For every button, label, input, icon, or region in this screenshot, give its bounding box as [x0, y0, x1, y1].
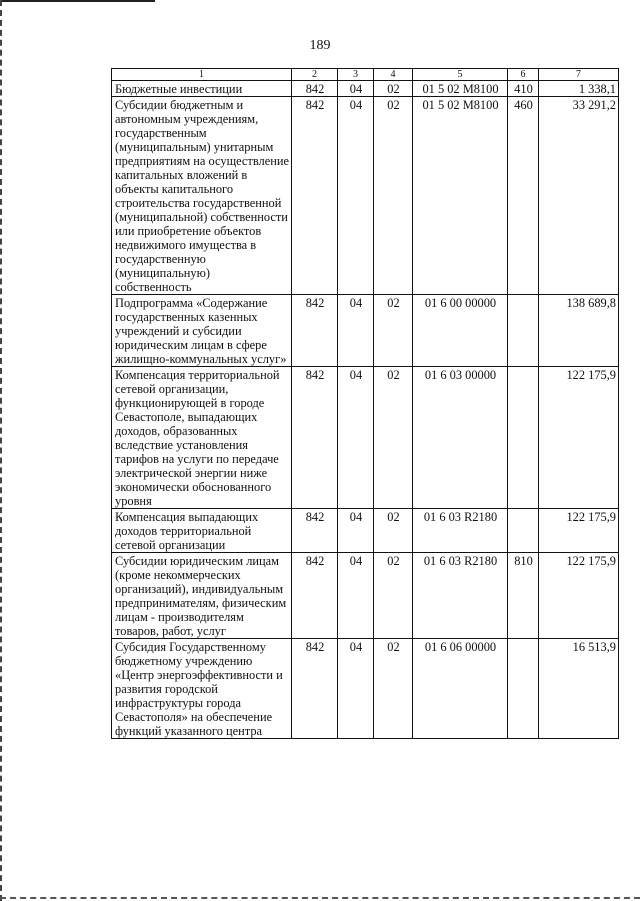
- row-razdel: 04: [338, 81, 374, 97]
- row-vedomstvo: 842: [292, 509, 338, 553]
- row-expense-type: [508, 295, 539, 367]
- row-expense-type: 460: [508, 97, 539, 295]
- page-number: 189: [309, 38, 331, 53]
- row-name: Компенсация территориальной сетевой организации, функционирующей в городе Севастополе, выпадающих доходов, образованных вследствие установления тарифов на услуги по передаче электрической энергии ниже экономически обоснованного уровня: [112, 367, 292, 509]
- row-target-code: 01 6 03 R2180: [413, 509, 508, 553]
- row-target-code: 01 5 02 M8100: [413, 81, 508, 97]
- row-expense-type: [508, 367, 539, 509]
- row-vedomstvo: 842: [292, 81, 338, 97]
- table-row: [112, 509, 619, 553]
- row-expense-type: 410: [508, 81, 539, 97]
- row-vedomstvo: 842: [292, 553, 338, 639]
- scan-edge-top: [0, 0, 155, 2]
- row-vedomstvo: 842: [292, 367, 338, 509]
- budget-table: [111, 68, 619, 739]
- row-razdel: 04: [338, 553, 374, 639]
- row-sum: 122 175,9: [539, 553, 619, 639]
- row-sum: 16 513,9: [539, 639, 619, 739]
- table-row: [112, 367, 619, 509]
- table-header-row: [112, 69, 619, 81]
- row-sum: 122 175,9: [539, 509, 619, 553]
- row-vedomstvo: 842: [292, 639, 338, 739]
- row-podrazdel: 02: [374, 639, 413, 739]
- row-target-code: 01 6 06 00000: [413, 639, 508, 739]
- row-razdel: 04: [338, 97, 374, 295]
- table-row: [112, 97, 619, 295]
- row-razdel: 04: [338, 367, 374, 509]
- row-target-code: 01 6 03 R2180: [413, 553, 508, 639]
- row-podrazdel: 02: [374, 295, 413, 367]
- row-podrazdel: 02: [374, 367, 413, 509]
- row-vedomstvo: 842: [292, 97, 338, 295]
- row-target-code: 01 6 00 00000: [413, 295, 508, 367]
- table-row: [112, 81, 619, 97]
- row-expense-type: 810: [508, 553, 539, 639]
- table-row: [112, 553, 619, 639]
- column-number-header: 1: [112, 69, 292, 81]
- row-sum: 33 291,2: [539, 97, 619, 295]
- row-podrazdel: 02: [374, 81, 413, 97]
- row-target-code: 01 5 02 M8100: [413, 97, 508, 295]
- row-name: Субсидии бюджетным и автономным учреждениям, государственным (муниципальным) унитарным предприятиям на осуществление капитальных вложений в объекты капитального строительства государственной (муниципальной) собственности или приобретение объектов недвижимого имущества в государственную (муниципальную) собственность: [112, 97, 292, 295]
- column-number-header: 7: [539, 69, 619, 81]
- row-sum: 1 338,1: [539, 81, 619, 97]
- scan-edge-left: [0, 0, 2, 901]
- column-number-header: 2: [292, 69, 338, 81]
- row-expense-type: [508, 509, 539, 553]
- row-name: Подпрограмма «Содержание государственных казенных учреждений и субсидии юридическим лицам в сфере жилищно-коммунальных услуг»: [112, 295, 292, 367]
- row-target-code: 01 6 03 00000: [413, 367, 508, 509]
- column-number-header: 6: [508, 69, 539, 81]
- table-row: [112, 295, 619, 367]
- table-row: [112, 639, 619, 739]
- column-number-header: 5: [413, 69, 508, 81]
- row-razdel: 04: [338, 639, 374, 739]
- row-vedomstvo: 842: [292, 295, 338, 367]
- row-name: Субсидия Государственному бюджетному учреждению «Центр энергоэффективности и развития городской инфраструктуры города Севастополя» на обеспечение функций указанного центра: [112, 639, 292, 739]
- row-sum: 122 175,9: [539, 367, 619, 509]
- scan-edge-bottom: [0, 897, 640, 899]
- row-sum: 138 689,8: [539, 295, 619, 367]
- row-name: Бюджетные инвестиции: [112, 81, 292, 97]
- row-razdel: 04: [338, 509, 374, 553]
- row-podrazdel: 02: [374, 509, 413, 553]
- row-name: Субсидии юридическим лицам (кроме некоммерческих организаций), индивидуальным предпринимателям, физическим лицам - производителям товаров, работ, услуг: [112, 553, 292, 639]
- row-podrazdel: 02: [374, 97, 413, 295]
- row-podrazdel: 02: [374, 553, 413, 639]
- row-name: Компенсация выпадающих доходов территориальной сетевой организации: [112, 509, 292, 553]
- row-razdel: 04: [338, 295, 374, 367]
- row-expense-type: [508, 639, 539, 739]
- column-number-header: 4: [374, 69, 413, 81]
- column-number-header: 3: [338, 69, 374, 81]
